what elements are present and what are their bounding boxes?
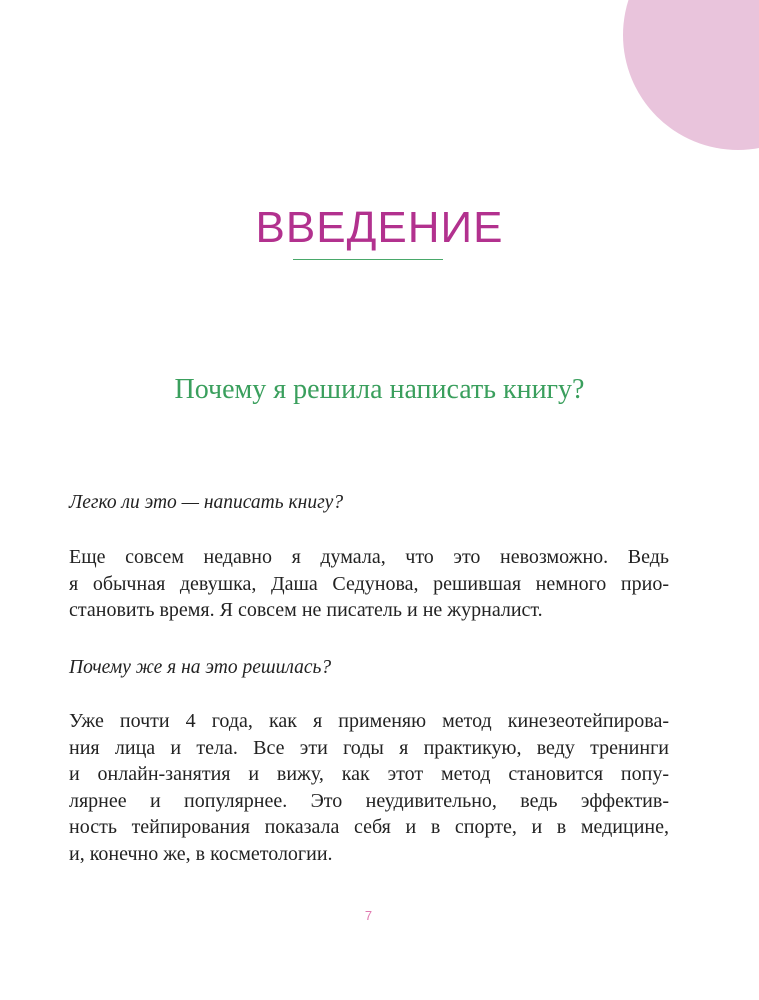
page-number: 7 [364, 908, 373, 923]
paragraph-1-line: становить время. Я совсем не писатель и не журналист. [69, 599, 543, 621]
section-heading: Почему я решила написать книгу? [174, 374, 585, 405]
paragraph-1-line: я обычная девушка, Даша Седунова, решившая немного прио- [69, 572, 669, 595]
question-1: Легко ли это — написать книгу? [69, 492, 344, 513]
paragraph-2-line: и онлайн-занятия и вижу, как этот метод становится попу- [69, 763, 669, 785]
paragraph-1-line: Еще совсем недавно я думала, что это невозможно. Ведь [69, 546, 669, 568]
decorative-pink-circle [623, 0, 759, 150]
chapter-title: ВВЕДЕНИЕ [255, 203, 504, 252]
paragraph-2-line: ния лица и тела. Все эти годы я практикую, веду тренинги [69, 736, 669, 759]
title-underline [293, 259, 443, 260]
paragraph-2-line: лярнее и популярнее. Это неудивительно, ведь эффектив- [69, 789, 669, 812]
paragraph-2-line: Уже почти 4 года, как я применяю метод кинезеотейпирова- [69, 710, 669, 732]
paragraph-1 [69, 544, 669, 624]
paragraph-2-line: и, конечно же, в косметологии. [69, 842, 333, 865]
paragraph-2 [69, 708, 669, 867]
question-2: Почему же я на это решилась? [69, 657, 332, 678]
paragraph-2-line: ность тейпирования показала себя и в спорте, и в медицине, [69, 816, 669, 838]
